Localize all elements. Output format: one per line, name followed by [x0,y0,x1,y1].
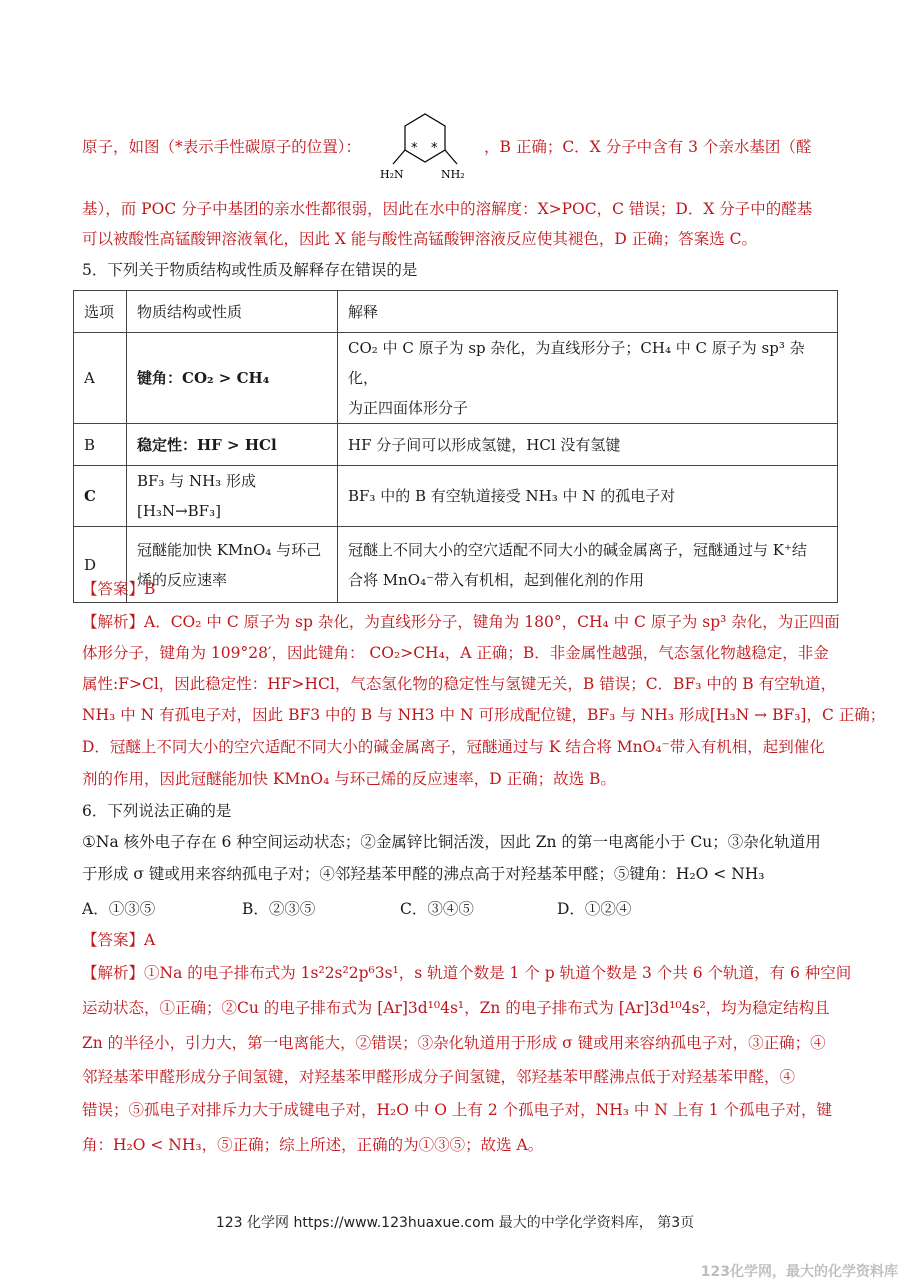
explanation-line: 冠醚上不同大小的空穴适配不同大小的碱金属离子，冠醚通过与 K⁺结 [348,540,807,559]
q6-answer: 【答案】A [82,931,156,949]
table-row [74,466,838,527]
row-explanation [338,466,838,527]
table-header-row [74,291,838,333]
q6-analysis-line: 运动状态，①正确；②Cu 的电子排布式为 [Ar]3d¹⁰4s¹，Zn 的电子排布式为 [Ar]3d¹⁰4s²，均为稳定结构且 [82,999,830,1017]
row-explanation [338,333,838,424]
explanation-line: HF 分子间可以形成氢键，HCl 没有氢键 [348,435,621,454]
q5-answer: 【答案】B [82,580,156,598]
site-watermark: 123化学网，最大的化学资料库 [700,1264,898,1280]
explain4-line3: 可以被酸性高锰酸钾溶液氧化，因此 X 能与酸性高锰酸钾溶液反应使其褪色，D 正确；答案选 C。 [82,230,758,248]
q6-option-c: C．③④⑤ [400,900,474,918]
row-property: 稳定性：HF > HCl [127,424,338,466]
header-explanation: 解释 [338,291,838,333]
row-property: BF₃ 与 NH₃ 形成[H₃N→BF₃] [127,466,338,527]
q5-analysis-line: 属性:F>Cl，因此稳定性：HF>HCl，气态氢化物的稳定性与氢键无关，B 错误；C．BF₃ 中的 B 有空轨道， [82,675,837,693]
q6-statement-line: ①Na 核外电子存在 6 种空间运动状态；②金属锌比铜活泼，因此 Zn 的第一电离能小于 Cu；③杂化轨道用 [82,833,821,851]
row-property: 键角：CO₂ > CH₄ [127,333,338,424]
explanation-line: 合将 MnO₄⁻带入有机相，起到催化剂的作用 [348,570,645,589]
q6-option-b: B．②③⑤ [242,900,316,918]
amine-label-left: H₂N [380,168,404,181]
q6-option-a: A．①③⑤ [82,900,156,918]
row-option: D [74,527,127,603]
page-footer: 123 化学网 https://www.123huaxue.com 最大的中学化学资料库， 第3页 [215,1215,695,1231]
bond-right-nh2 [445,150,457,164]
row-explanation [338,527,838,603]
q5-analysis-line: D．冠醚上不同大小的空穴适配不同大小的碱金属离子，冠醚通过与 K 结合将 MnO₄⁻带入有机相，起到催化 [82,738,825,756]
q6-analysis-line: 角：H₂O < NH₃，⑤正确；综上所述，正确的为①③⑤；故选 A。 [82,1136,544,1154]
amine-label-right: NH₂ [441,168,465,181]
q6-analysis-line: 错误；⑤孤电子对排斥力大于成键电子对，H₂O 中 O 上有 2 个孤电子对，NH₃ 中 N 上有 1 个孤电子对，键 [82,1101,832,1119]
q5-analysis-line: 剂的作用，因此冠醚能加快 KMnO₄ 与环己烯的反应速率，D 正确；故选 B。 [82,770,616,788]
q6-analysis-line: Zn 的半径小，引力大，第一电离能大，②错误；③杂化轨道用于形成 σ 键或用来容纳孤电子对，③正确；④ [82,1034,826,1052]
q5-analysis-line: 体形分子，键角为 109°28′，因此键角： CO₂>CH₄，A 正确；B．非金属性越强，气态氢化物越稳定，非金 [82,644,829,662]
table-row [74,333,838,424]
q6-analysis-line: 邻羟基苯甲醛形成分子间氢键，对羟基苯甲醛形成分子间氢键，邻羟基苯甲醛沸点低于对羟基苯甲醛，④ [82,1068,796,1086]
explanation-line: 为正四面体形分子 [348,399,469,417]
header-property: 物质结构或性质 [127,291,338,333]
q5-analysis-line: NH₃ 中 N 有孤电子对，因此 BF3 中的 B 与 NH3 中 N 可形成配位键，BF₃ 与 NH₃ 形成[H₃N → BF₃]，C 正确； [82,706,886,724]
explain4-line2: 基），而 POC 分子中基团的亲水性都很弱，因此在水中的溶解度：X>POC，C 错误；D．X 分子中的醛基 [82,200,813,218]
q5-analysis-line: 【解析】A．CO₂ 中 C 原子为 sp 杂化，为直线形分子，键角为 180°，CH₄ 中 C 原子为 sp³ 杂化，为正四面 [82,613,840,631]
explanation-line: BF₃ 中的 B 有空轨道接受 NH₃ 中 N 的孤电子对 [348,487,676,505]
row-option: A [74,333,127,424]
row-explanation [338,424,838,466]
q5-table [73,290,838,603]
table-row [74,527,838,603]
property-line: 烯的反应速率 [137,570,228,589]
row-option: C [74,466,127,527]
row-option: B [74,424,127,466]
cyclohexanediamine-structure [375,104,475,188]
q6-stem: 6．下列说法正确的是 [82,802,232,820]
chiral-star-right: * [431,141,438,156]
q6-option-d: D．①②④ [557,900,632,918]
bond-left-nh2 [393,150,405,164]
chiral-star-left: * [411,141,418,156]
row-property [127,527,338,603]
explain4-line1-right: ，B 正确；C．X 分子中含有 3 个亲水基团（醛 [484,138,812,156]
explain4-line1-left: 原子，如图（*表示手性碳原子的位置）： [82,138,362,156]
table-row [74,424,838,466]
header-option: 选项 [74,291,127,333]
explanation-line: CO₂ 中 C 原子为 sp 杂化，为直线形分子；CH₄ 中 C 原子为 sp³ 杂化， [348,339,805,387]
property-line: 冠醚能加快 KMnO₄ 与环己 [137,540,322,559]
q6-analysis-line: 【解析】①Na 的电子排布式为 1s²2s²2p⁶3s¹，s 轨道个数是 1 个 p 轨道个数是 3 个共 6 个轨道，有 6 种空间 [82,964,852,982]
q6-statement-line: 于形成 σ 键或用来容纳孤电子对；④邻羟基苯甲醛的沸点高于对羟基苯甲醛；⑤键角：H₂O < NH₃ [82,865,765,883]
q5-stem: 5．下列关于物质结构或性质及解释存在错误的是 [82,261,418,279]
